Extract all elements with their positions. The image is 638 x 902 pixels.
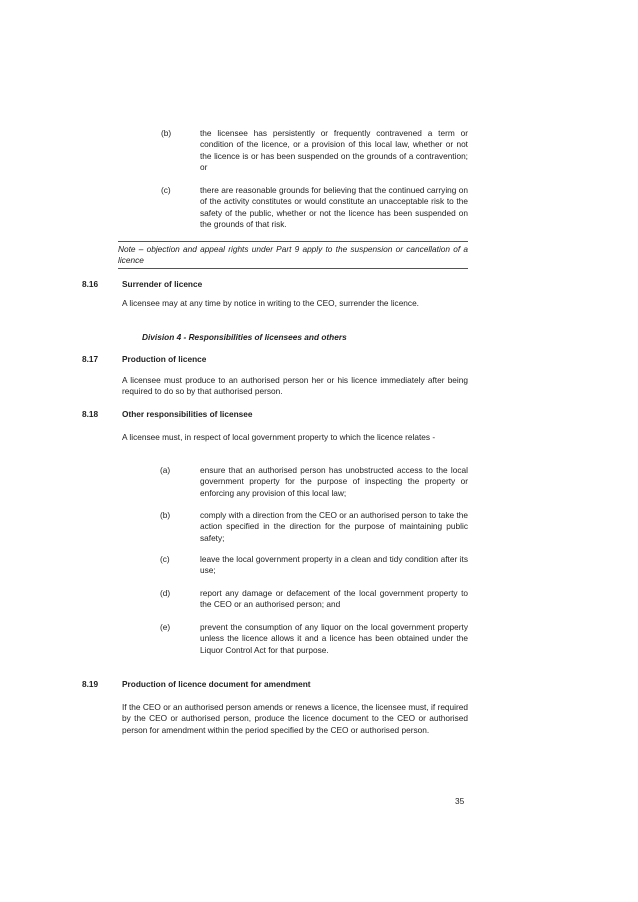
- section-title: Surrender of licence: [122, 279, 203, 289]
- section-intro: A licensee must, in respect of local government property to which the licence relates -: [122, 432, 436, 442]
- item-text: the licensee has persistently or frequently contravened a term or condition of the licence, or a provision of this local law, whether or not the licence is or has been suspended on the grounds of a contravention; or: [200, 128, 468, 173]
- item-label: (b): [160, 510, 171, 520]
- item-text: there are reasonable grounds for believing that the continued carrying on of the activity constitutes or would constitute an unacceptable risk to the safety of the public, whether or not the licence has been suspended on the grounds of that risk.: [200, 185, 468, 230]
- section-number: 8.17: [82, 354, 99, 364]
- item-label: (e): [160, 622, 171, 632]
- section-body: A licensee may at any time by notice in writing to the CEO, surrender the licence.: [122, 298, 419, 308]
- item-label: (d): [160, 588, 171, 598]
- item-text: comply with a direction from the CEO or an authorised person to take the action specified in the direction for the purpose of maintaining public safety;: [200, 510, 468, 543]
- item-label: (c): [160, 554, 170, 564]
- section-number: 8.16: [82, 279, 99, 289]
- item-label: (b): [161, 128, 172, 138]
- item-text: prevent the consumption of any liquor on the local government property unless the licence allows it and a licence has been obtained under the Liquor Control Act for that purpose.: [200, 622, 468, 655]
- section-number: 8.18: [82, 409, 99, 419]
- item-text: leave the local government property in a clean and tidy condition after its use;: [200, 554, 468, 576]
- section-number: 8.19: [82, 679, 99, 689]
- section-body: A licensee must produce to an authorised person her or his licence immediately after being required to do so by that authorised person.: [122, 375, 468, 397]
- division-heading: Division 4 - Responsibilities of licensees and others: [142, 332, 347, 342]
- note-box: Note – objection and appeal rights under Part 9 apply to the suspension or cancellation of a licence: [118, 241, 468, 269]
- section-title: Other responsibilities of licensee: [122, 409, 253, 419]
- item-text: ensure that an authorised person has unobstructed access to the local government property for the purpose of inspecting the property or enforcing any provision of this local law;: [200, 465, 468, 498]
- item-text: report any damage or defacement of the local government property to the CEO or an authorised person; and: [200, 588, 468, 610]
- section-title: Production of licence document for amendment: [122, 679, 311, 689]
- section-body: If the CEO or an authorised person amends or renews a licence, the licensee must, if required by the CEO or authorised person, produce the licence document to the CEO or authorised person for amendment within the period specified by the CEO or authorised person.: [122, 702, 468, 735]
- section-title: Production of licence: [122, 354, 207, 364]
- page-number: 35: [455, 796, 465, 806]
- item-label: (a): [160, 465, 171, 475]
- item-label: (c): [161, 185, 171, 195]
